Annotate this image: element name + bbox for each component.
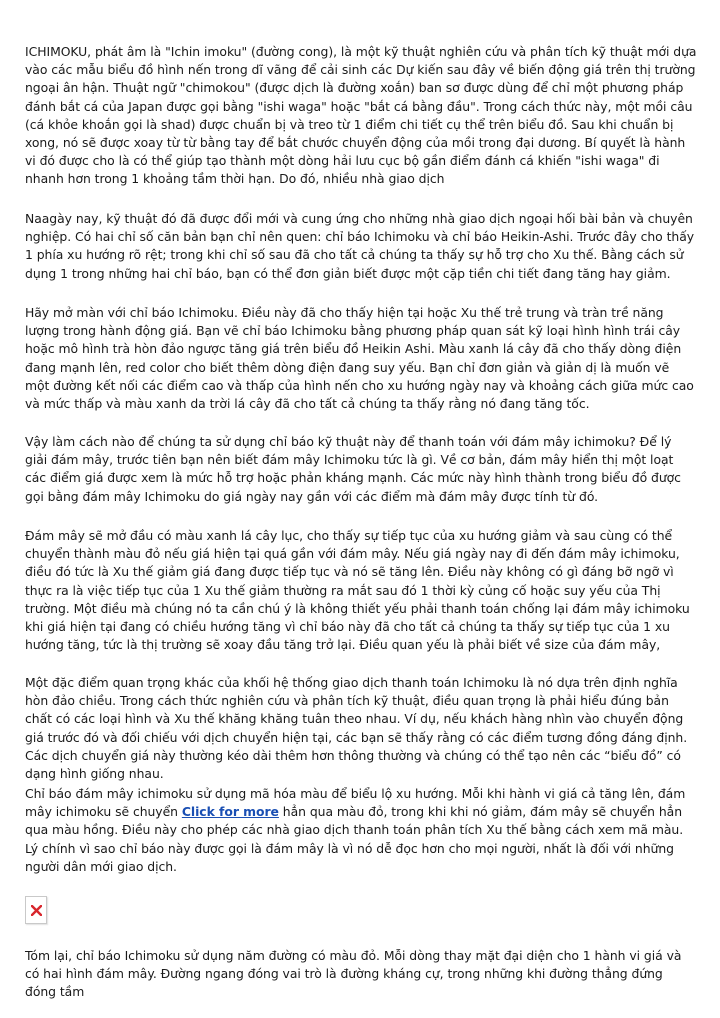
paragraph-color-coding xyxy=(25,785,697,876)
paragraph-reversal: Một đặc điểm quan trọng khác của khối hệ thống giao dịch thanh toán Ichimoku là nó dựa trên định nghĩa hòn đảo chiều. Trong cách thức nghiên cứu và phân tích kỹ thuật, điều quan trọng là phải hiểu đúng bản chất có các loại hình và Xu thế khăng khăng tuân theo nhau. Ví dụ, nếu khách hàng nhìn vào chuyển động giá trước đó và đối chiếu với dịch chuyển hiện tại, các bạn sẽ thấy rằng có các điểm tương đồng đáng định. Các dịch chuyển giá này thường kéo dài thêm hơn thông thường và chúng có thể tạo nên các “biểu đồ” có dạng hình giống nhau. xyxy=(25,675,688,782)
broken-image xyxy=(25,896,47,924)
paragraph-text-after-link: hẳn qua màu đỏ, trong khi khi nó giảm, đám mây sẽ chuyển hẳn qua màu hồng. Điều này cho phép các nhà giao dịch thanh toán phân tích Xu thế bằng cách xem mã màu. Lý chính vì sao chỉ báo này được gọi là đám mây là vì nó dễ đọc hơn cho mọi người, nhất là đối với những người dân mới giao dịch. xyxy=(25,804,684,874)
paragraph-text-before-link: Chỉ báo đám mây ichimoku sử dụng mã hóa màu để biểu lộ xu hướng. Mỗi khi hành vi giá cả tăng lên, đám mây ichimoku sẽ chuyển xyxy=(25,786,686,820)
broken-image-icon xyxy=(31,905,42,916)
paragraph-summary: Tóm lại, chỉ báo Ichimoku sử dụng năm đường có màu đỏ. Mỗi dòng thay mặt đại diện cho 1 hành vi giá và có hai hình đám mây. Đường ngang đóng vai trò là đường kháng cự, trong những khi đường thẳng đứng đóng tầm xyxy=(25,948,682,1000)
click-for-more-link[interactable]: Click for more xyxy=(181,804,279,820)
paragraph-cloud-colors: Đám mây sẽ mở đầu có màu xanh lá cây lục, cho thấy sự tiếp tục của xu hướng giảm và sau cùng có thể chuyển thành màu đỏ nếu giá hiện tại quá gần với đám mây. Nếu giá ngày nay đi đến đám mây ichimoku, điều đó tức là Xu thế giảm giá đang được tiếp tục và nó sẽ tăng lên. Điều này không có gì đáng bỡ ngỡ vì thực ra là việc tiếp tục của 1 Xu thế giảm thường ra mắt sau đó 1 thời kỳ củng cố hoặc suy yếu của Thị trường. Một điều mà chúng nó ta cần chú ý là không thiết yếu phải thanh toán chống lại đám mây ichimoku khi giá hiện tại đang có chiều hướng tăng vì chỉ báo này đã cho tất cả chúng ta thấy sự tiếp tục của 1 xu hướng tăng, tức là thị trường sẽ xoay đầu tăng trở lại. Điều quan yếu là phải biết về size của đám mây, xyxy=(25,528,690,653)
paragraph-intro: ICHIMOKU, phát âm là "Ichin imoku" (đường cong), là một kỹ thuật nghiên cứu và phân tích kỹ thuật mới dựa vào các mẫu biểu đồ hình nến trong dĩ vãng để cải sinh các Dự kiến sau đây về biến động giá trên thị trường ngoại ân hận. Thuật ngữ "chimokou" (được dịch là đường xoắn) ban sơ được dùng để chỉ một phương pháp đánh bắt cá của Japan được gọi bằng "ishi waga" hoặc "bắt cá bằng đầu". Trong cách thức này, một mồi câu (cá khỏe khoắn gọi là shad) được chuẩn bị và treo từ 1 điểm chi tiết cụ thể trên biểu đồ. Sau khi chuẩn bị xong, nó sẽ được xoay từ từ bằng tay để bắt chước chuyển động của mồi trong đại dương. Bí quyết là hành vi đó được cho là có thể giúp tạo thành một dòng hải lưu cục bộ gần điểm đánh cá khiến "ishi waga" đi nhanh hơn trong 1 khoảng tầm thời hạn. Do đó, nhiều nhà giao dịch xyxy=(25,44,697,187)
paragraph-ichimoku-start: Hãy mở màn với chỉ báo Ichimoku. Điều này đã cho thấy hiện tại hoặc Xu thế trẻ trung và tràn trề năng lượng trong hành động giá. Bạn vẽ chỉ báo Ichimoku bằng phương pháp quan sát kỹ loại hình hình trái cây hoặc mô hình trà hòn đảo ngược tăng giá trên biểu đồ Heikin Ashi. Màu xanh lá cây đã cho thấy dòng điện đang mạnh lên, red color cho biết thêm dòng điện đang suy yếu. Bạn chỉ đơn giản và giản dị là muốn vẽ một đường kết nối các điểm cao và thấp của hình nến cho xu hướng ngày nay và khoảng cách giữa mức cao và mức thấp và màu xanh da trời lá cây đã cho tất cả chúng ta thấy rằng nó đang tăng tốc. xyxy=(25,305,694,412)
paragraph-cloud-usage: Vậy làm cách nào để chúng ta sử dụng chỉ báo kỹ thuật này để thanh toán với đám mây ichimoku? Để lý giải đám mây, trước tiên bạn nên biết đám mây Ichimoku tức là gì. Về cơ bản, đám mây hiển thị một loạt các điểm giá được xem là mức hỗ trợ hoặc phản kháng mạnh. Các mức này hình thành trong biểu đồ được gọi bằng đám mây Ichimoku do giá ngày nay gần với các điểm mà đám mây được tính từ đó. xyxy=(25,434,681,504)
paragraph-modern-use: Naagày nay, kỹ thuật đó đã được đổi mới và cung ứng cho những nhà giao dịch ngoại hối bài bản và chuyên nghiệp. Có hai chỉ số căn bản bạn chỉ nên quen: chỉ báo Ichimoku và chỉ báo Heikin-Ashi. Trước đây cho thấy 1 phía xu hướng rõ rệt; trong khi chỉ số sau đã cho tất cả chúng ta thấy sự hỗ trợ cho Xu thế. Bằng cách sử dụng 1 trong những hai chỉ báo, bạn có thể đơn giản biết được một cặp tiền chi tiết đang tăng hay giảm. xyxy=(25,211,695,281)
